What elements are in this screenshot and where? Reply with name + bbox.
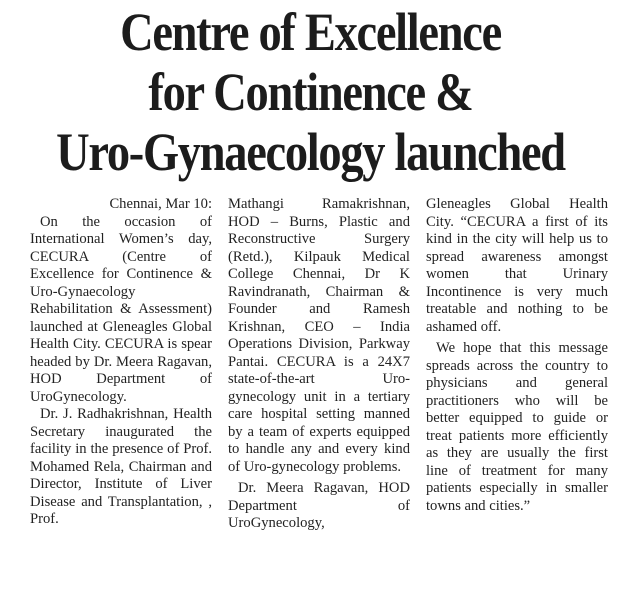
headline <box>0 2 621 182</box>
dateline: Chennai, Mar 10: <box>109 196 212 212</box>
paragraph: Mathangi Ramakrishnan, HOD – Burns, Plastic and Reconstructive Surgery (Retd.), Kilpauk Medical College Chennai, Dr K Ravindranath, Chairman & Founder and Ramesh Krishnan, CEO – India Operations Division, Parkway Pantai. CECURA is a 24X7 state-of-the-art Uro-gynecology unit in a tertiary care hospital setting manned by a team of experts equipped to handle any and every kind of Uro-gynecology problems. <box>228 196 410 475</box>
paragraph: Gleneagles Global Health City. “CECURA a first of its kind in the city will help us to spread awareness amongst women that Urinary Incontinence is very much treatable and nothing to be ashamed off. <box>426 196 608 335</box>
article-body <box>30 196 608 533</box>
headline-line-3: Uro-Gynaecology launched <box>56 122 565 182</box>
article-column-2 <box>228 196 410 533</box>
headline-line-1: Centre of Excellence <box>120 2 501 62</box>
paragraph: Dr. J. Radhakrishnan, Health Secretary inaugurated the facility in the presence of Prof. Mohamed Rela, Chairman and Director, Institute of Liver Disease and Transplantation, , Prof. <box>30 406 212 527</box>
article-column-1 <box>30 196 212 533</box>
headline-line-2: for Continence & <box>148 62 473 122</box>
paragraph: On the occasion of International Women’s day, CECURA (Centre of Excellence for Continence & Uro-Gynaecology Rehabilitation & Assessment) launched at Gleneagles Global Health City. CECURA is spear headed by Dr. Meera Ragavan, HOD Department of UroGynecology. <box>30 213 212 405</box>
article-column-3 <box>426 196 608 533</box>
paragraph: We hope that this message spreads across the country to physicians and general practitioners who will be better equipped to guide or treat patients more efficiently as they are usually the first line of treatment for many patients especially in smaller towns and cities.” <box>426 340 608 514</box>
paragraph: Dr. Meera Ragavan, HOD Department of UroGynecology, <box>228 480 410 531</box>
